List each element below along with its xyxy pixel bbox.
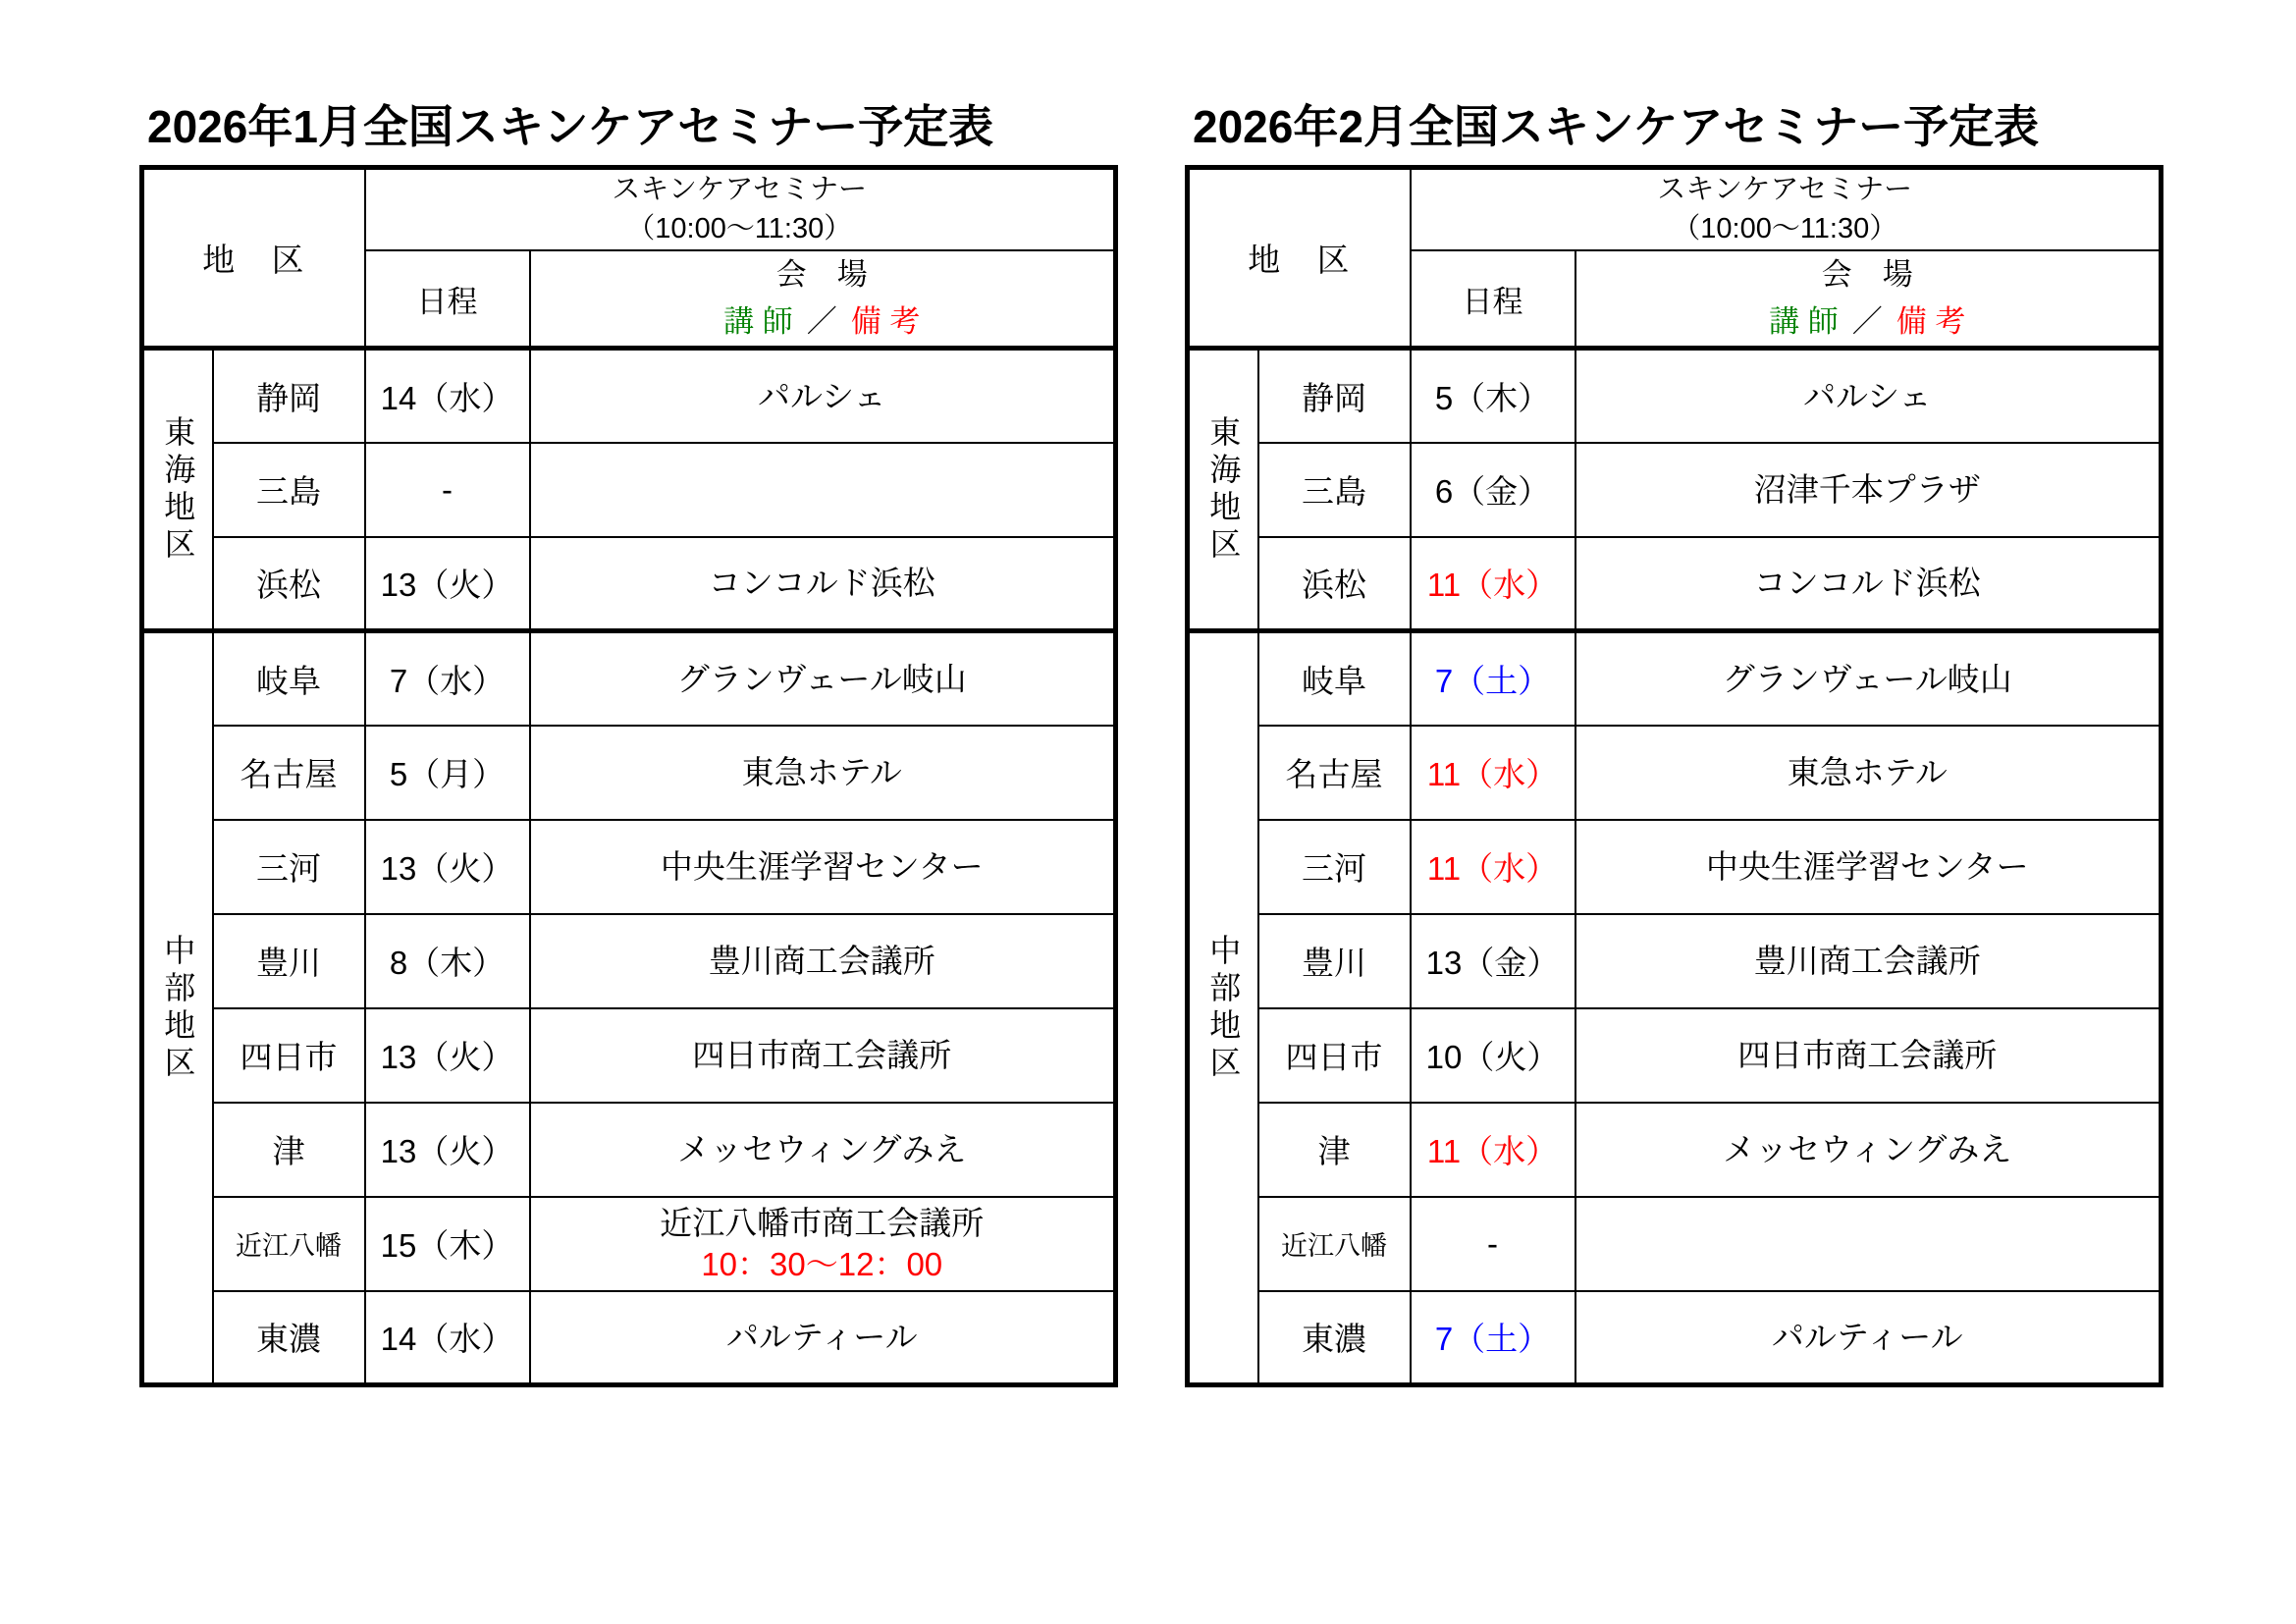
table-row [142, 537, 1116, 631]
venue-column-header [1575, 250, 2162, 349]
date-cell: 8（木） [365, 914, 530, 1008]
district-cell: 豊川 [1258, 914, 1411, 1008]
table-row [142, 1008, 1116, 1103]
table-row [1188, 1291, 2162, 1385]
lecturer-label: 講 師 [1769, 304, 1839, 340]
remarks-label: 備 考 [1896, 304, 1966, 340]
district-cell: 近江八幡 [213, 1197, 365, 1291]
date-cell: 5（木） [1411, 349, 1575, 443]
date-cell: 15（木） [365, 1197, 530, 1291]
venue-name: パルシェ [1802, 377, 1932, 414]
venue-cell [1575, 1008, 2162, 1103]
schedule-table [1185, 165, 2163, 1387]
venue-cell [530, 1291, 1116, 1385]
district-cell: 浜松 [1258, 537, 1411, 631]
venue-cell [530, 914, 1116, 1008]
seminar-title-label: スキンケアセミナー [612, 173, 868, 205]
table-row [1188, 1197, 2162, 1291]
venue-name: グランヴェール岐山 [676, 660, 967, 697]
date-cell: 13（火） [365, 537, 530, 631]
region-cell: 東海地区 [142, 349, 213, 631]
table-row [142, 443, 1116, 537]
table-row [1188, 537, 2162, 631]
table-row [1188, 726, 2162, 820]
venue-cell [530, 631, 1116, 726]
date-cell: 13（金） [1411, 914, 1575, 1008]
venue-cell [1575, 726, 2162, 820]
district-cell: 名古屋 [1258, 726, 1411, 820]
venue-cell [1575, 820, 2162, 914]
district-cell: 近江八幡 [1258, 1197, 1411, 1291]
date-cell: - [1411, 1197, 1575, 1291]
date-cell: 11（水） [1411, 820, 1575, 914]
table-row [142, 1291, 1116, 1385]
seminar-time-label: （10:00～11:30） [1672, 213, 1898, 245]
venue-cell [530, 1103, 1116, 1197]
venue-cell [530, 1008, 1116, 1103]
district-cell: 東濃 [213, 1291, 365, 1385]
venue-name: パルティール [725, 1319, 918, 1356]
venue-name: メッセウィングみえ [677, 1131, 967, 1168]
table-row [142, 631, 1116, 726]
header-row [142, 167, 1116, 250]
page-title: 2026年1月全国スキンケアセミナー予定表 [147, 101, 994, 152]
february-schedule-sheet [1185, 101, 2159, 1387]
district-cell: 名古屋 [213, 726, 365, 820]
date-cell: 7（水） [365, 631, 530, 726]
date-cell: 11（水） [1411, 726, 1575, 820]
venue-cell [1575, 349, 2162, 443]
district-cell: 静岡 [213, 349, 365, 443]
venue-name: 豊川商工会議所 [708, 943, 935, 980]
venue-name: 中央生涯学習センター [1705, 848, 2029, 886]
date-column-header: 日程 [1411, 250, 1575, 349]
venue-name: 四日市商工会議所 [1737, 1037, 1998, 1074]
date-cell: 11（水） [1411, 537, 1575, 631]
venue-cell [1575, 914, 2162, 1008]
district-cell: 津 [1258, 1103, 1411, 1197]
table-row [142, 349, 1116, 443]
venue-label: 会 場 [1821, 257, 1913, 293]
table-row [142, 914, 1116, 1008]
venue-cell [530, 820, 1116, 914]
table-row [1188, 820, 2162, 914]
venue-name: 近江八幡市商工会議所 [660, 1205, 985, 1242]
table-row [1188, 631, 2162, 726]
region-cell: 東海地区 [1188, 349, 1258, 631]
district-cell: 三島 [1258, 443, 1411, 537]
venue-cell [1575, 443, 2162, 537]
table-row [142, 820, 1116, 914]
table-row [142, 1197, 1116, 1291]
date-cell: 5（月） [365, 726, 530, 820]
seminar-header [1411, 167, 2162, 250]
district-cell: 四日市 [1258, 1008, 1411, 1103]
date-cell: - [365, 443, 530, 537]
date-cell: 7（土） [1411, 631, 1575, 726]
venue-cell [530, 537, 1116, 631]
venue-label: 会 場 [775, 257, 868, 293]
district-cell: 岐阜 [1258, 631, 1411, 726]
slash-separator: ／ [806, 304, 837, 340]
venue-cell [530, 349, 1116, 443]
venue-name: 中央生涯学習センター [660, 848, 984, 886]
venue-name: 豊川商工会議所 [1753, 943, 1981, 980]
remarks-label: 備 考 [850, 304, 921, 340]
venue-name: コンコルド浜松 [708, 565, 935, 602]
region-column-header: 地 区 [142, 167, 365, 348]
venue-name: コンコルド浜松 [1753, 565, 1981, 602]
table-row [1188, 1008, 2162, 1103]
date-cell: 13（火） [365, 1103, 530, 1197]
venue-cell [530, 726, 1116, 820]
table-row [1188, 914, 2162, 1008]
district-cell: 四日市 [213, 1008, 365, 1103]
venue-name: グランヴェール岐山 [1722, 660, 2012, 697]
venue-name: メッセウィングみえ [1723, 1131, 2012, 1168]
schedule-table [139, 165, 1118, 1387]
seminar-time-label: （10:00～11:30） [626, 213, 853, 245]
seminar-header [365, 167, 1116, 250]
venue-name: パルティール [1771, 1319, 1963, 1356]
lecturer-label: 講 師 [723, 304, 793, 340]
table-row [1188, 349, 2162, 443]
table-row [142, 1103, 1116, 1197]
date-cell: 6（金） [1411, 443, 1575, 537]
header-row [1188, 167, 2162, 250]
date-cell: 14（水） [365, 349, 530, 443]
venue-cell [1575, 1103, 2162, 1197]
venue-cell [1575, 1197, 2162, 1291]
district-cell: 三河 [213, 820, 365, 914]
date-cell: 11（水） [1411, 1103, 1575, 1197]
venue-name: パルシェ [757, 377, 886, 414]
date-cell: 14（水） [365, 1291, 530, 1385]
lecturer-remarks-label [1576, 298, 2160, 346]
table-row [1188, 443, 2162, 537]
district-cell: 東濃 [1258, 1291, 1411, 1385]
venue-cell [1575, 631, 2162, 726]
region-column-header: 地 区 [1188, 167, 1411, 348]
district-cell: 静岡 [1258, 349, 1411, 443]
date-cell: 7（土） [1411, 1291, 1575, 1385]
date-column-header: 日程 [365, 250, 530, 349]
lecturer-remarks-label [531, 298, 1114, 346]
region-cell: 中部地区 [142, 631, 213, 1385]
venue-name: 四日市商工会議所 [692, 1037, 952, 1074]
district-cell: 津 [213, 1103, 365, 1197]
page-title: 2026年2月全国スキンケアセミナー予定表 [1193, 101, 2040, 152]
venue-name: 沼津千本プラザ [1753, 471, 1981, 509]
seminar-title-label: スキンケアセミナー [1657, 173, 1913, 205]
venue-column-header [530, 250, 1116, 349]
venue-name: 東急ホテル [741, 754, 902, 791]
region-cell: 中部地区 [1188, 631, 1258, 1385]
district-cell: 岐阜 [213, 631, 365, 726]
district-cell: 三島 [213, 443, 365, 537]
date-cell: 13（火） [365, 1008, 530, 1103]
venue-cell [530, 443, 1116, 537]
venue-cell [1575, 537, 2162, 631]
district-cell: 豊川 [213, 914, 365, 1008]
slash-separator: ／ [1851, 304, 1883, 340]
january-schedule-sheet [139, 101, 1113, 1387]
district-cell: 三河 [1258, 820, 1411, 914]
table-row [1188, 1103, 2162, 1197]
venue-name: 東急ホテル [1787, 754, 1948, 791]
date-cell: 10（火） [1411, 1008, 1575, 1103]
date-cell: 13（火） [365, 820, 530, 914]
venue-note: 10：30～12：00 [701, 1245, 943, 1282]
table-row [142, 726, 1116, 820]
venue-cell [530, 1197, 1116, 1291]
district-cell: 浜松 [213, 537, 365, 631]
venue-cell [1575, 1291, 2162, 1385]
